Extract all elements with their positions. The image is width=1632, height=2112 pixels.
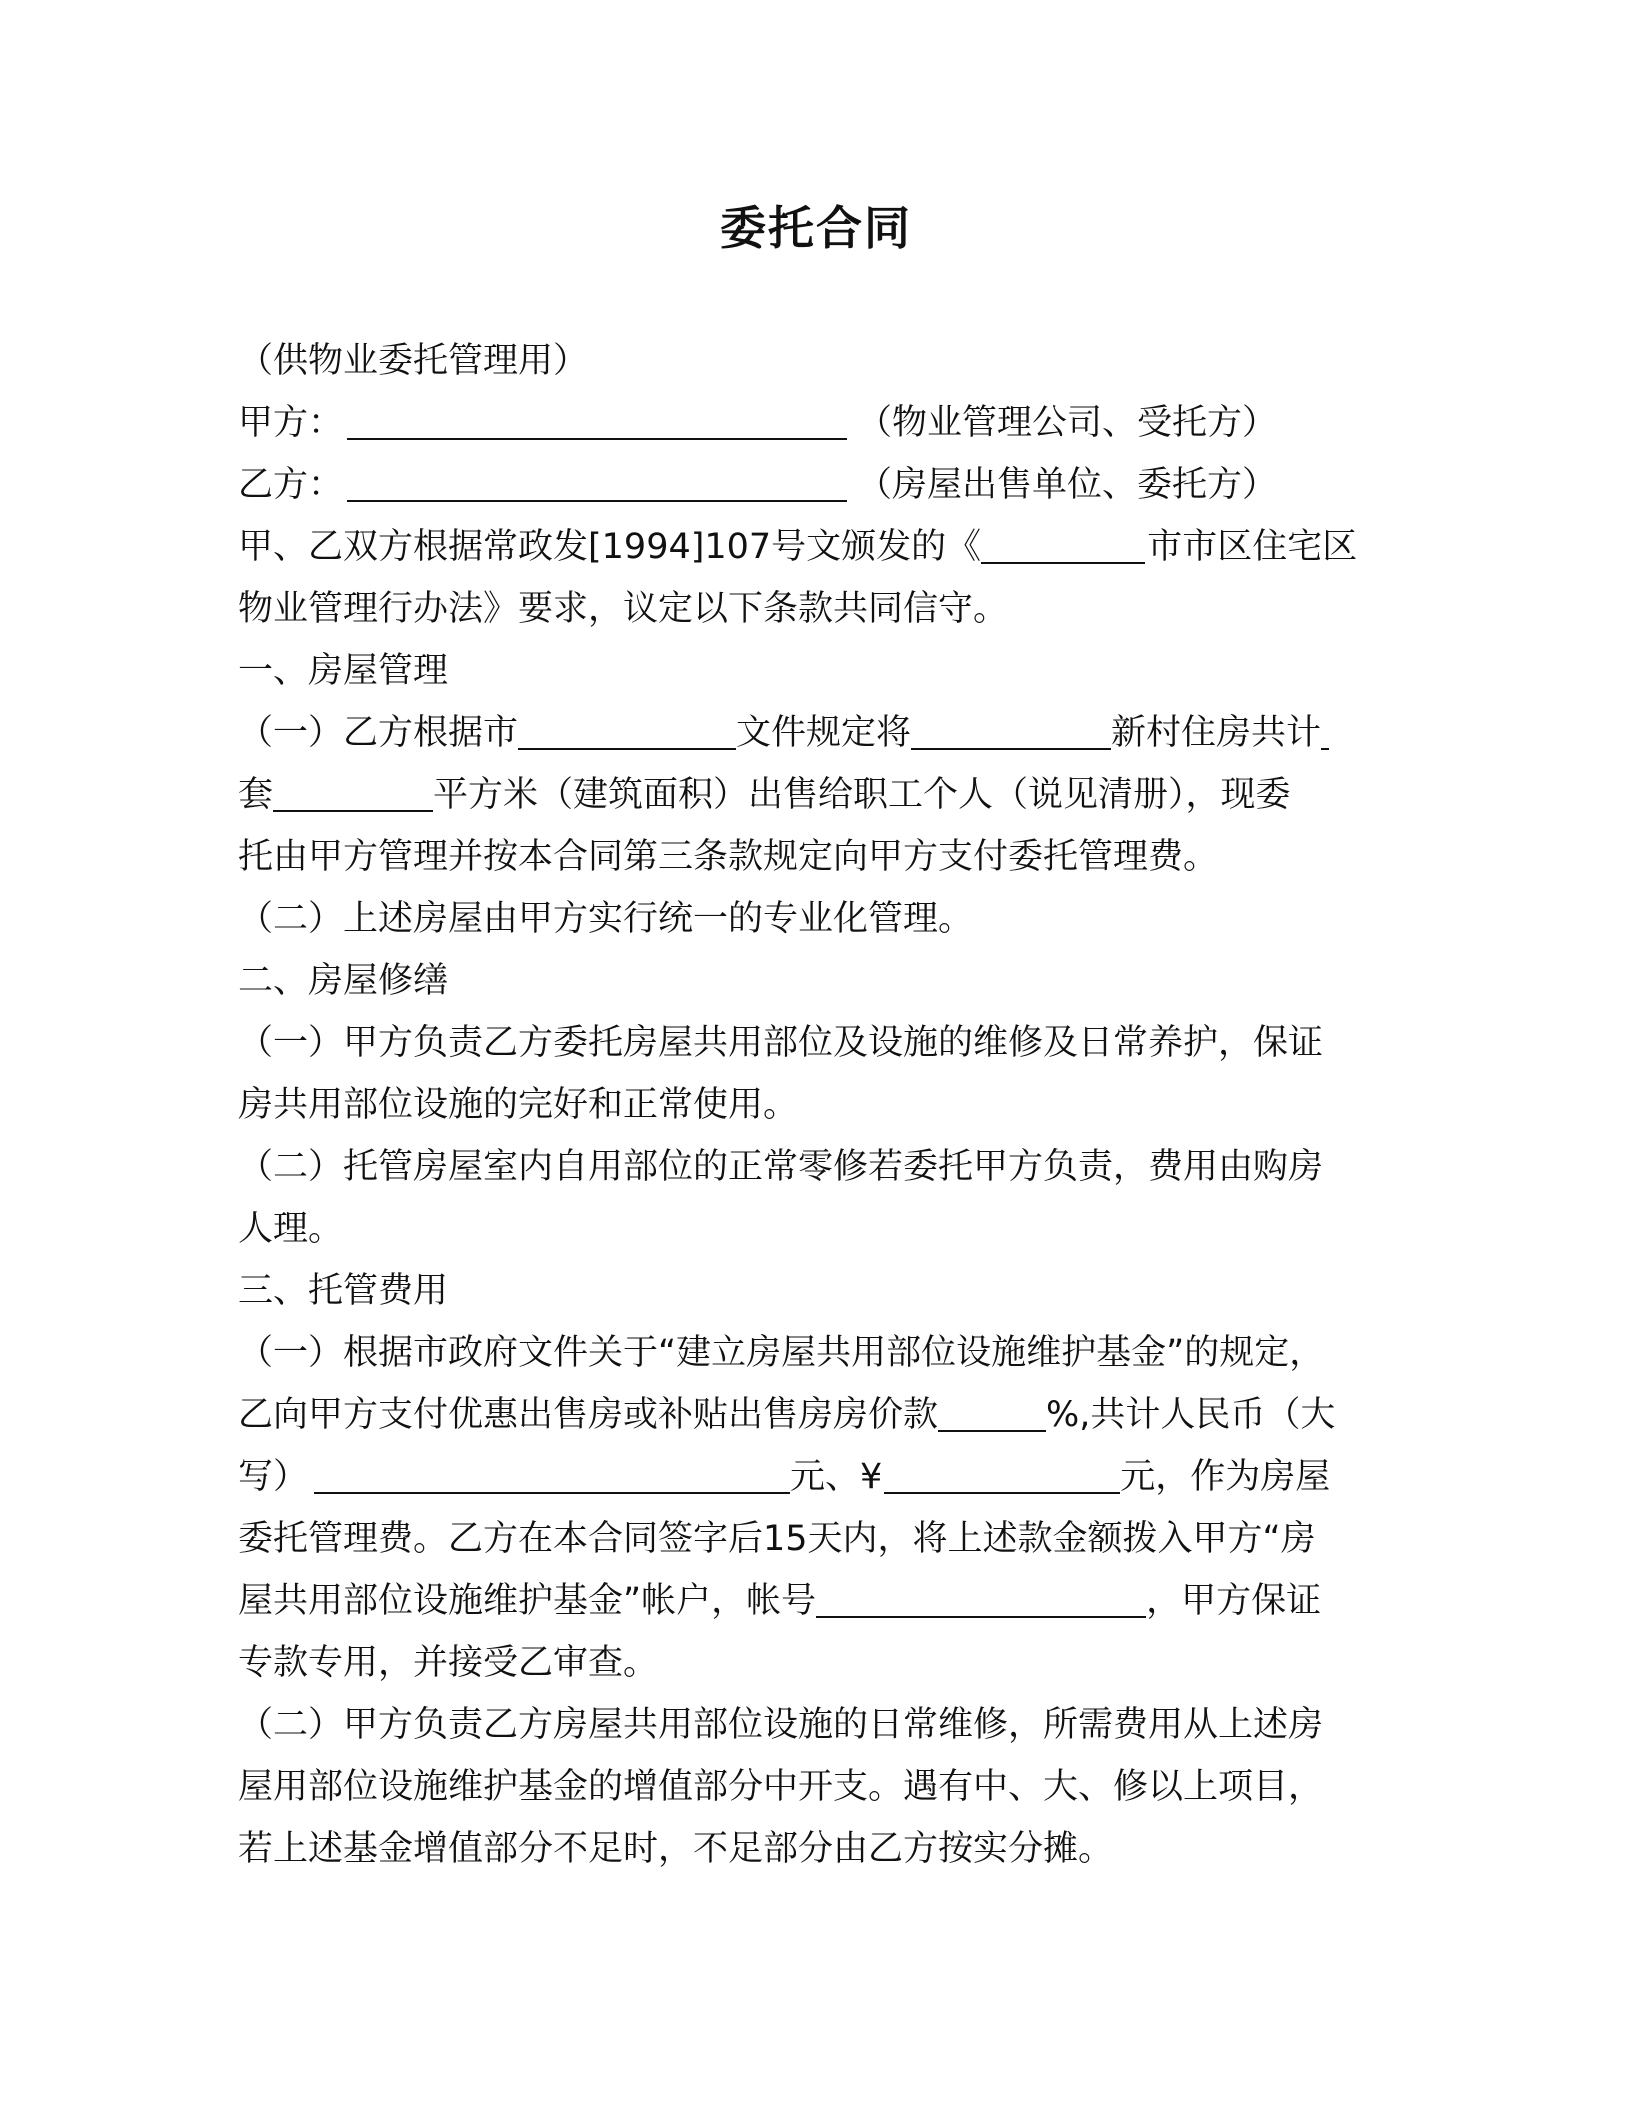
area-blank[interactable] [273, 774, 433, 812]
amount-in-words-blank[interactable] [314, 1456, 790, 1494]
clause-1-1-text-a: （一）乙方根据市 [238, 713, 519, 753]
clause-2-2-line-2: 人理。 [238, 1209, 344, 1249]
clause-2-1-line-2: 房共用部位设施的完好和正常使用。 [238, 1085, 799, 1125]
document-title: 委托合同 [720, 201, 912, 255]
section-heading-1: 一、房屋管理 [238, 651, 449, 691]
percent-blank[interactable] [938, 1394, 1046, 1432]
party-b-label: 乙方： [238, 465, 344, 505]
clause-3-1-text-d: 元、¥ [790, 1457, 883, 1497]
clause-3-1-line-5 [238, 1576, 1321, 1626]
clause-1-1-text-b: 文件规定将 [736, 713, 912, 753]
usage-note: （供物业委托管理用） [238, 341, 589, 381]
clause-1-1-line-2 [238, 770, 1291, 820]
clause-3-1-line-4: 委托管理费。乙方在本合同签字后15天内，将上述款金额拨入甲方“房 [238, 1519, 1316, 1559]
clause-2-1-line-1: （一）甲方负责乙方委托房屋共用部位及设施的维修及日常养护，保证 [238, 1023, 1324, 1063]
account-number-blank[interactable] [816, 1580, 1146, 1618]
city-blank[interactable] [981, 526, 1145, 564]
party-a-label: 甲方： [238, 403, 344, 443]
clause-3-1-line-3 [238, 1452, 1330, 1502]
clause-2-2-line-1: （二）托管房屋室内自用部位的正常零修若委托甲方负责，费用由购房 [238, 1147, 1324, 1187]
clause-3-1-text-f: 屋共用部位设施维护基金”帐户，帐号 [238, 1581, 817, 1621]
clause-3-1-line-2 [238, 1390, 1335, 1440]
clause-3-2-line-3: 若上述基金增值部分不足时，不足部分由乙方按实分摊。 [238, 1829, 1114, 1869]
preamble-line-2: 物业管理行办法》要求，议定以下条款共同信守。 [238, 589, 1009, 629]
clause-1-1-line-3: 托由甲方管理并按本合同第三条款规定向甲方支付委托管理费。 [238, 837, 1219, 877]
village-blank[interactable] [911, 712, 1111, 750]
party-a-role: （物业管理公司、受托方） [857, 403, 1278, 443]
clause-3-1-line-1: （一）根据市政府文件关于“建立房屋共用部位设施维护基金”的规定， [238, 1333, 1325, 1373]
section-heading-3: 三、托管费用 [238, 1271, 449, 1311]
clause-1-2: （二）上述房屋由甲方实行统一的专业化管理。 [238, 899, 974, 939]
clause-3-1-text-b: %,共计人民币（大 [1046, 1395, 1336, 1435]
clause-1-1-line-1 [238, 708, 1329, 758]
clause-1-1-text-e: 平方米（建筑面积）出售给职工个人（说见清册），现委 [433, 775, 1291, 815]
party-a-blank[interactable] [347, 402, 847, 440]
units-blank[interactable] [1321, 712, 1329, 750]
clause-1-1-text-d: 套 [238, 775, 274, 815]
city-document-blank[interactable] [518, 712, 736, 750]
party-b-line [238, 460, 1277, 510]
section-heading-2: 二、房屋修缮 [238, 961, 449, 1001]
clause-3-1-text-g: ，甲方保证 [1146, 1581, 1322, 1621]
party-b-role: （房屋出售单位、委托方） [857, 465, 1278, 505]
party-a-line [238, 398, 1277, 448]
clause-3-1-line-6: 专款专用，并接受乙审查。 [238, 1643, 659, 1683]
clause-1-1-text-c: 新村住房共计 [1111, 713, 1322, 753]
preamble-text-1: 甲、乙双方根据常政发[1994]107号文颁发的《 [238, 527, 982, 567]
clause-3-1-text-c: 写） [238, 1457, 309, 1497]
amount-in-figures-blank[interactable] [884, 1456, 1120, 1494]
clause-3-2-line-2: 屋用部位设施维护基金的增值部分中开支。遇有中、大、修以上项目， [238, 1767, 1324, 1807]
preamble-line-1 [238, 522, 1357, 572]
party-b-blank[interactable] [347, 464, 847, 502]
clause-3-1-text-e: 元，作为房屋 [1120, 1457, 1331, 1497]
clause-3-2-line-1: （二）甲方负责乙方房屋共用部位设施的日常维修，所需费用从上述房 [238, 1705, 1324, 1745]
clause-3-1-text-a: 乙向甲方支付优惠出售房或补贴出售房房价款 [238, 1395, 939, 1435]
preamble-text-2: 市市区住宅区 [1147, 527, 1358, 567]
